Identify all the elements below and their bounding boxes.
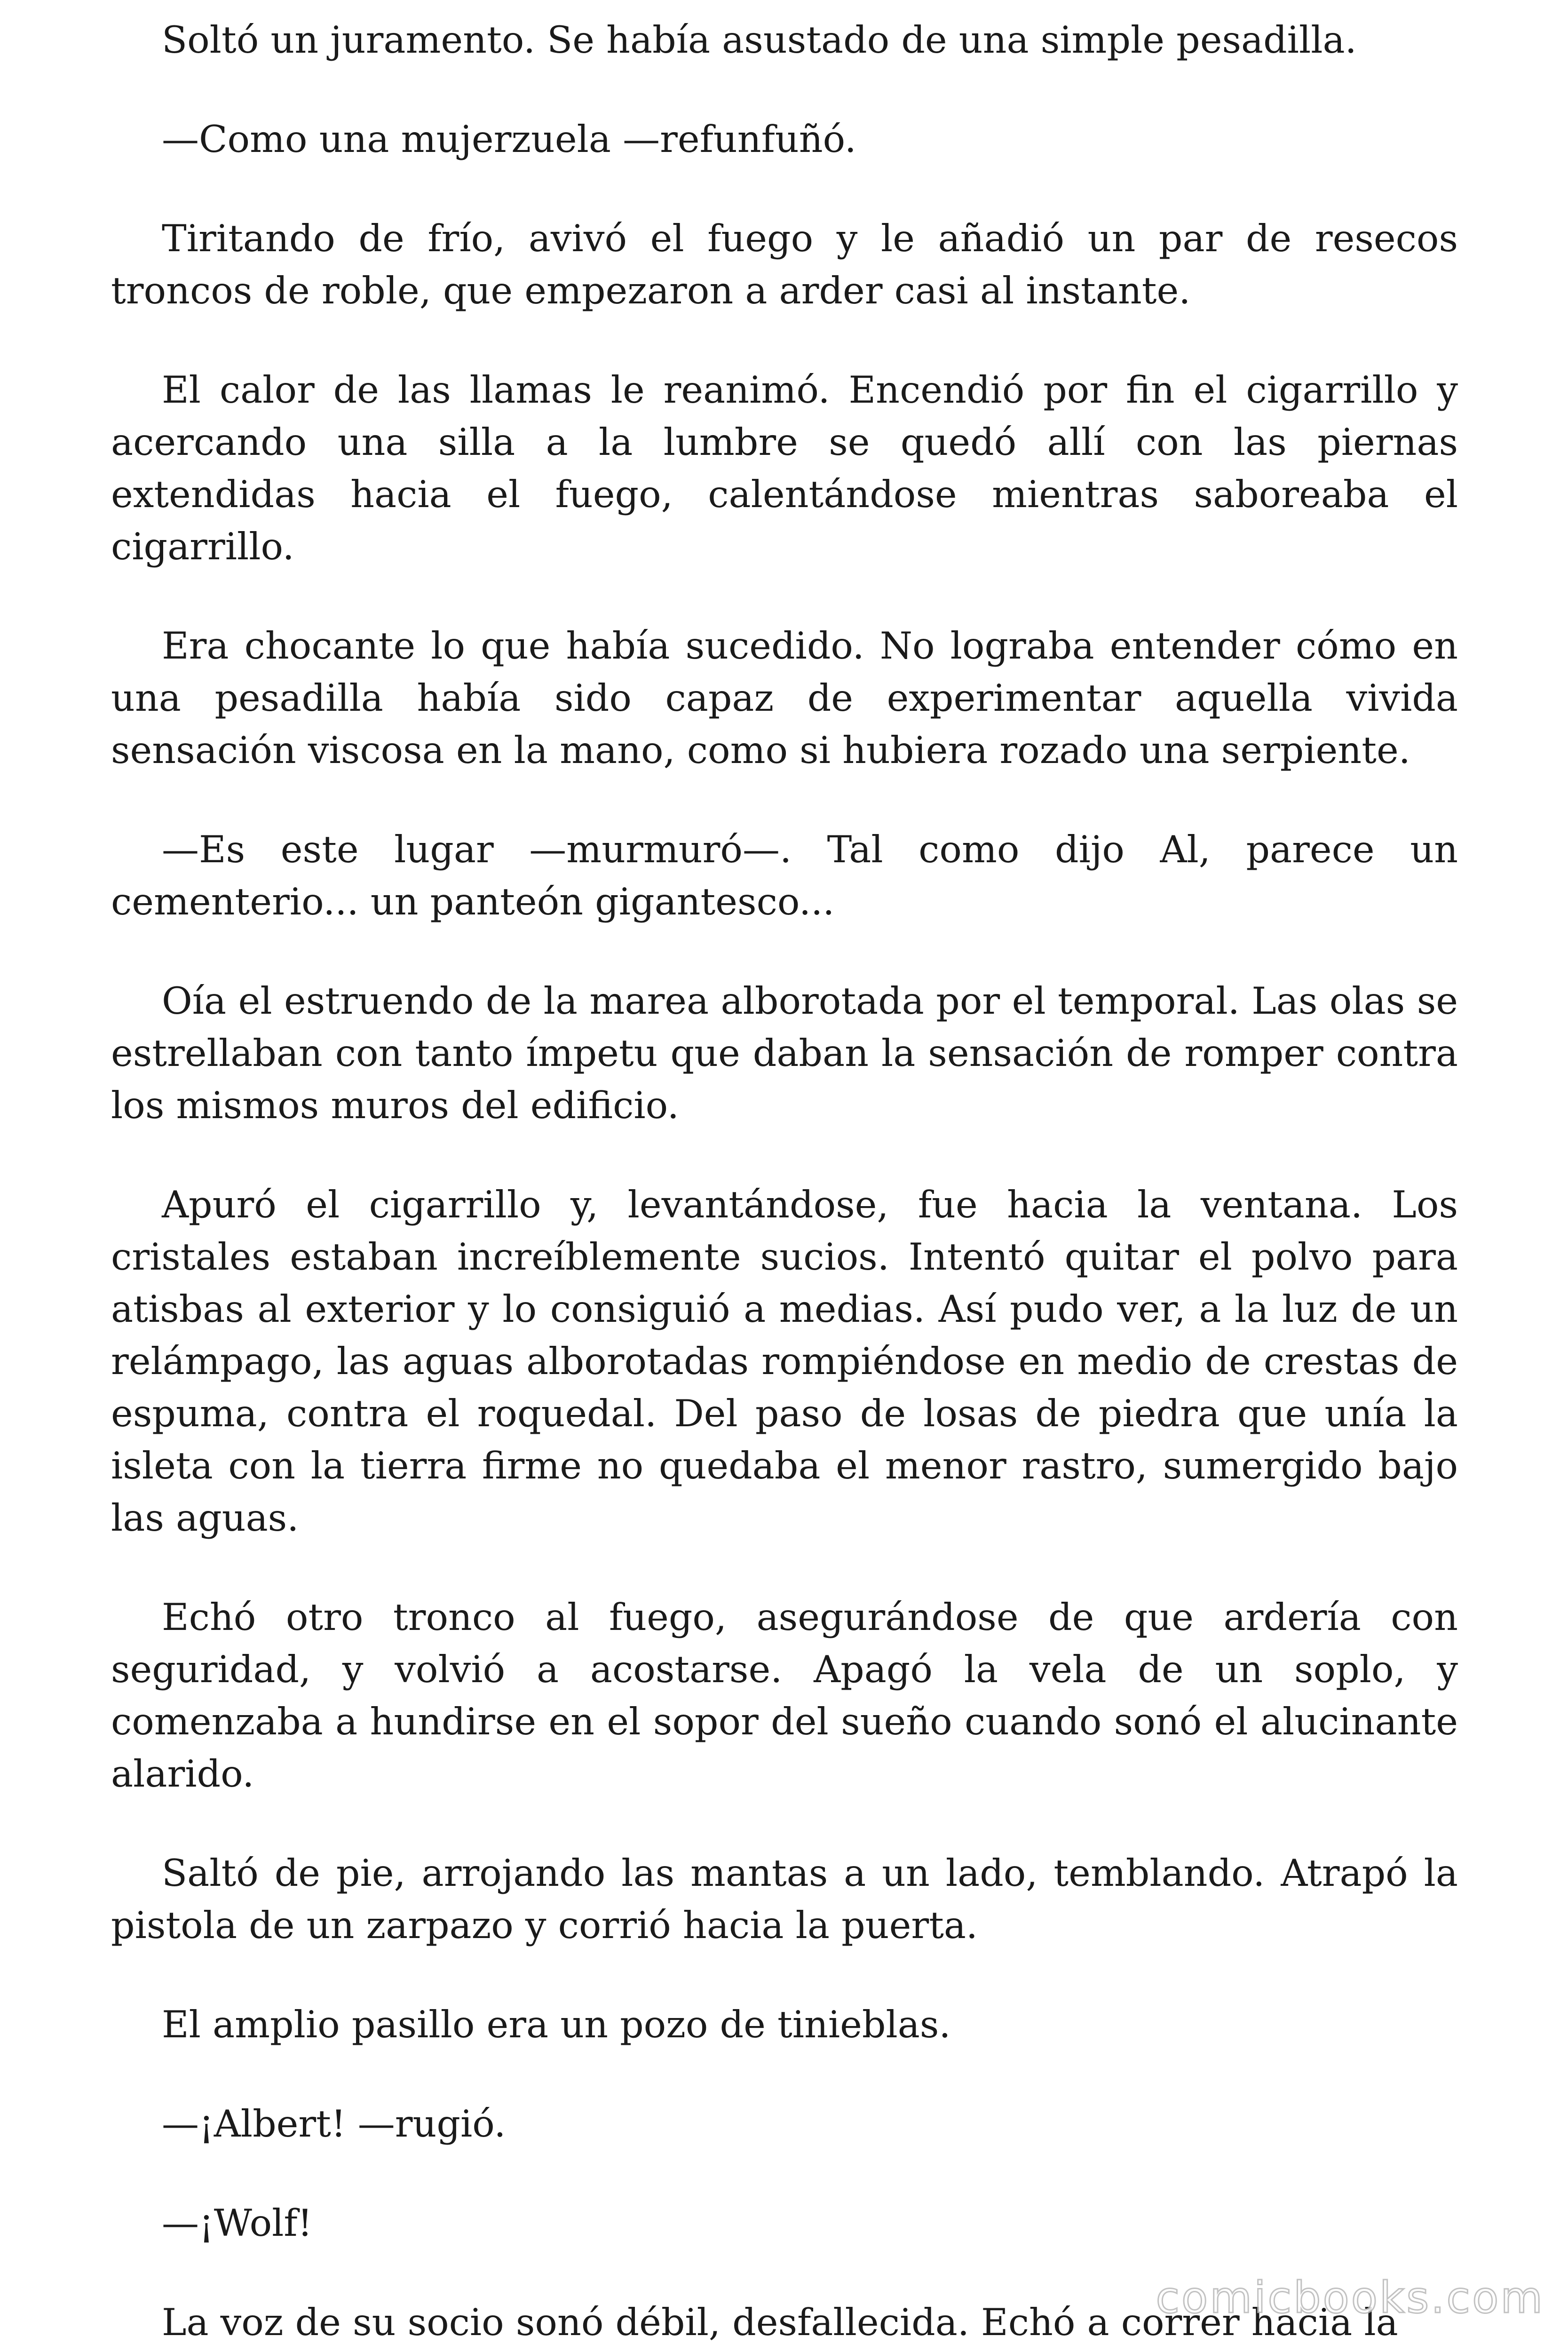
paragraph: Oía el estruendo de la marea alborotada por el temporal. Las olas se estrellaban con tanto ímpetu que daban la sensación de romper contra los mismos muros del edificio. xyxy=(111,979,1458,1127)
paragraph: La voz de su socio sonó débil, desfallecida. Echó a correr hacia la xyxy=(162,2301,1398,2344)
paragraph: Apuró el cigarrillo y, levantándose, fue hacia la ventana. Los cristales estaban increíblemente sucios. Intentó quitar el polvo para atisbas al exterior y lo consiguió a medias. Así pudo ver, a la luz de un relámpago, las aguas alborotadas rompiéndose en medio de crestas de espuma, contra el roquedal. Del paso de losas de piedra que unía la isleta con la tierra firme no quedaba el menor rastro, sumergido bajo las aguas. xyxy=(111,1183,1458,1540)
paragraph: El calor de las llamas le reanimó. Encendió por fin el cigarrillo y acercando una silla a la lumbre se quedó allí con las piernas extendidas hacia el fuego, calentándose mientras saboreaba el cigarrillo. xyxy=(111,368,1458,568)
paragraph: Saltó de pie, arrojando las mantas a un lado, temblando. Atrapó la pistola de un zarpazo y corrió hacia la puerta. xyxy=(111,1851,1458,1947)
paragraph: —¡Wolf! xyxy=(162,2201,313,2245)
paragraph: El amplio pasillo era un pozo de tinieblas. xyxy=(162,2003,951,2046)
paragraph: Tiritando de frío, avivó el fuego y le añadió un par de resecos troncos de roble, que empezaron a arder casi al instante. xyxy=(111,217,1458,312)
paragraph: Era chocante lo que había sucedido. No lograba entender cómo en una pesadilla había sido capaz de experimentar aquella vivida sensación viscosa en la mano, como si hubiera rozado una serpiente. xyxy=(111,624,1458,772)
paragraph: Echó otro tronco al fuego, asegurándose de que ardería con seguridad, y volvió a acostarse. Apagó la vela de un soplo, y comenzaba a hundirse en el sopor del sueño cuando sonó el alucinante alarido. xyxy=(111,1596,1458,1796)
watermark: comicbooks.com xyxy=(1156,2273,1544,2323)
paragraph: —¡Albert! —rugió. xyxy=(162,2102,506,2145)
text-column xyxy=(111,14,1458,2349)
paragraph: —Es este lugar —murmuró—. Tal como dijo Al, parece un cementerio... un panteón gigantesco... xyxy=(111,828,1458,923)
paragraph: Soltó un juramento. Se había asustado de una simple pesadilla. xyxy=(162,18,1357,62)
paragraph: —Como una mujerzuela —refunfuñó. xyxy=(162,118,856,161)
